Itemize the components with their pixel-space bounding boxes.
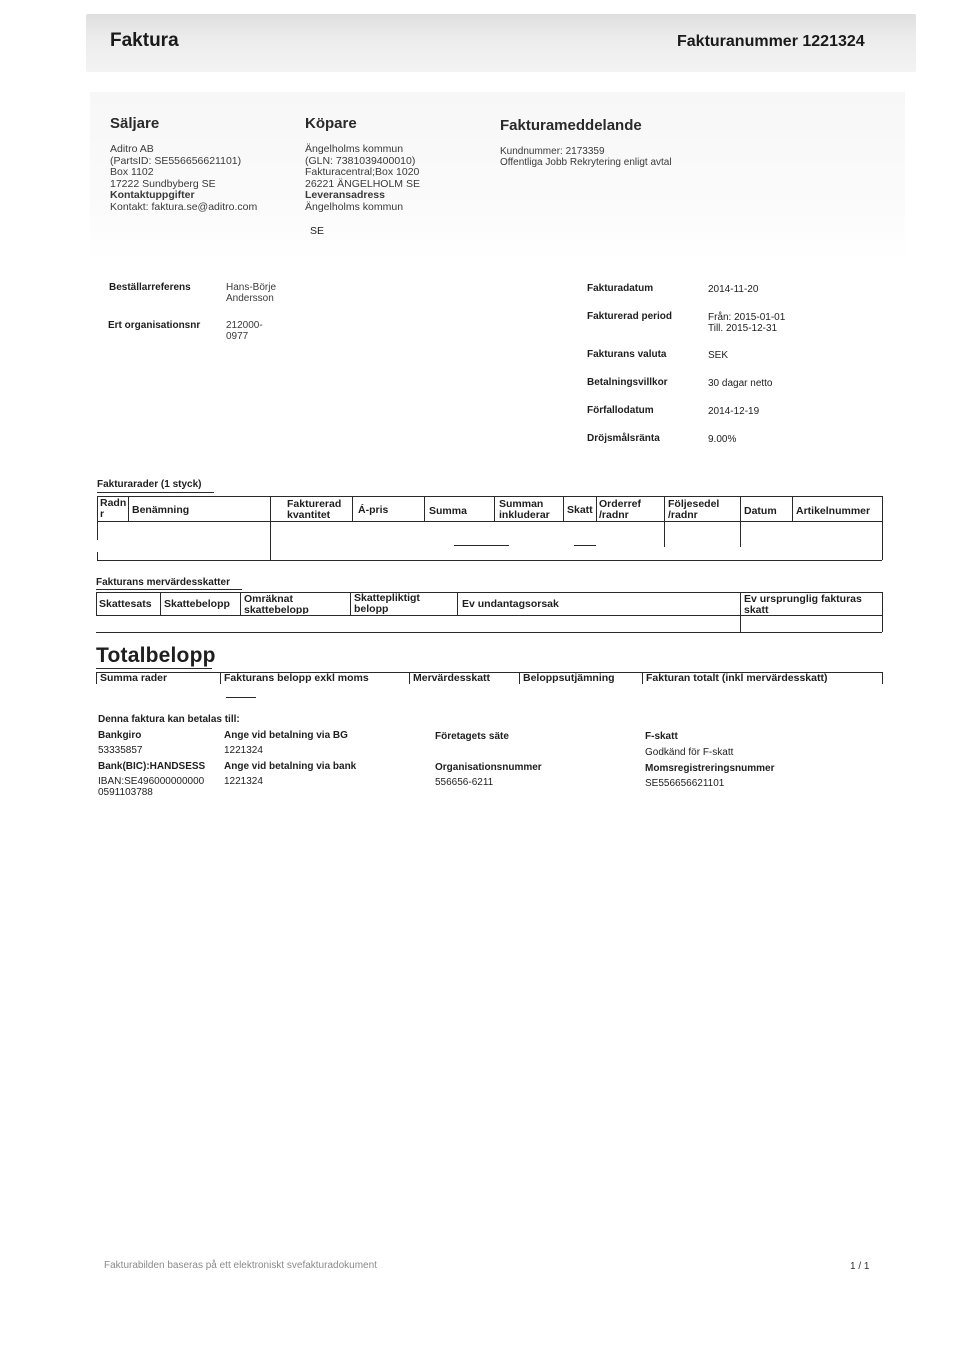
- col-summan-line: Summan: [499, 498, 544, 510]
- orgnr-value: 556656-6211: [435, 777, 494, 788]
- bank-instruction: Ange vid betalning via bank: [224, 761, 357, 772]
- col-orderref-line: Orderref: [599, 498, 642, 510]
- buyer-delivery-line: Ängelholms kommun: [305, 200, 404, 213]
- col-artikelnummer: Artikelnummer: [796, 505, 871, 517]
- period-to: Till. 2015-12-31: [708, 323, 778, 334]
- orderer-label: Beställarreferens: [109, 282, 191, 293]
- col-ursprunglig-skatt: [744, 594, 862, 616]
- message-line: Offentliga Jobb Rekrytering enligt avtal: [500, 157, 672, 168]
- detail-value-invoice-date: 2014-11-20: [708, 284, 759, 295]
- buyer-line: 26221 ÄNGELHOLM SE: [305, 177, 420, 190]
- col-undantagsorsak: Ev undantagsorsak: [462, 598, 559, 610]
- detail-label-invoice-date: Fakturadatum: [587, 283, 654, 294]
- col-kvantitet-line: Fakturerad: [287, 498, 342, 510]
- message-heading: Fakturameddelande: [500, 117, 642, 134]
- col-foljesedel: [668, 499, 719, 521]
- message-line: Kundnummer: 2173359: [500, 146, 605, 157]
- orderer-value-line: Hans-Börje: [226, 282, 277, 293]
- col-radnr-line: Radn: [100, 497, 127, 509]
- buyer-address: [305, 144, 420, 213]
- seller-line: Box 1102: [110, 166, 154, 178]
- col-kvantitet: [287, 499, 341, 521]
- rows-table-title: Fakturarader (1 styck): [97, 479, 202, 490]
- orderer-value: [226, 282, 276, 304]
- payment-heading: Denna faktura kan betalas till:: [98, 714, 240, 725]
- col-omraknat-line: Omräknat: [244, 594, 294, 605]
- col-summan-inkluderar: [499, 499, 550, 521]
- vatnr-label: Momsregistreringsnummer: [645, 763, 775, 774]
- period-from: Från: 2015-01-01: [708, 312, 786, 323]
- orgnr-label: Organisationsnummer: [435, 762, 542, 773]
- buyer-delivery-heading: Leveransadress: [305, 189, 385, 201]
- seller-line: 17222 Sundbyberg SE: [110, 177, 216, 190]
- col-summa-rader: Summa rader: [100, 673, 168, 683]
- detail-value-due-date: 2014-12-19: [708, 406, 760, 417]
- document-title: Faktura: [110, 30, 179, 51]
- iban-line: IBAN:SE496000000000: [98, 776, 205, 787]
- footer-note: Fakturabilden baseras på ett elektroniskt svefakturadokument: [104, 1260, 377, 1271]
- col-radnr-line: r: [100, 508, 105, 520]
- iban-line: 0591103788: [98, 787, 153, 798]
- buyer-heading: Köpare: [305, 115, 357, 132]
- buyer-line: Fakturacentral;Box 1020: [305, 166, 420, 178]
- col-foljesedel-line: Följesedel: [668, 498, 720, 510]
- iban-value: [98, 776, 204, 798]
- col-benamning: Benämning: [132, 504, 190, 516]
- col-foljesedel-line: /radnr: [668, 509, 698, 521]
- seller-contact-heading: Kontaktuppgifter: [110, 189, 195, 201]
- col-mervardesskatt: Mervärdesskatt: [413, 673, 491, 683]
- detail-label-terms: Betalningsvillkor: [587, 377, 668, 388]
- col-radnr: [100, 498, 126, 520]
- vat-table-title: Fakturans mervärdesskatter: [96, 577, 230, 588]
- col-fakturan-totalt: Fakturan totalt (inkl mervärdesskatt): [646, 673, 828, 683]
- seat-label: Företagets säte: [435, 731, 509, 742]
- detail-label-period: Fakturerad period: [587, 311, 673, 322]
- col-ursprunglig-line: Ev ursprunglig fakturas: [744, 593, 862, 605]
- bic-label: Bank(BIC):HANDSESS: [98, 761, 206, 772]
- detail-label-currency: Fakturans valuta: [587, 349, 667, 360]
- detail-label-due-date: Förfallodatum: [587, 405, 654, 416]
- seller-contact-line: Kontakt: faktura.se@aditro.com: [110, 200, 258, 213]
- invoice-number: Fakturanummer 1221324: [677, 33, 865, 50]
- col-skattesats: Skattesats: [99, 598, 152, 610]
- col-beloppsutjamning: Beloppsutjämning: [523, 673, 615, 683]
- page-indicator: 1 / 1: [850, 1261, 870, 1272]
- buyer-line: (GLN: 7381039400010): [305, 154, 416, 167]
- org-value-line: 212000-: [226, 320, 263, 331]
- detail-label-interest: Dröjsmålsränta: [587, 433, 660, 444]
- col-ursprunglig-line: skatt: [744, 604, 769, 616]
- seller-heading: Säljare: [110, 115, 160, 132]
- message-text: [500, 146, 672, 168]
- bank-reference: 1221324: [224, 776, 263, 787]
- col-summan-line: inkluderar: [499, 509, 550, 521]
- orderer-value-line: Andersson: [226, 293, 274, 304]
- seller-line: Aditro AB: [110, 143, 154, 155]
- col-skattepliktigt: [354, 593, 420, 615]
- col-omraknat: [244, 594, 309, 614]
- col-datum: Datum: [744, 505, 777, 517]
- detail-value-currency: SEK: [708, 350, 729, 361]
- fskatt-label: F-skatt: [645, 731, 678, 742]
- col-skattepliktigt-line: Skattepliktigt: [354, 592, 420, 604]
- bankgiro-value: 53335857: [98, 745, 143, 756]
- col-netto: Fakturans belopp exkl moms: [224, 673, 369, 683]
- vatnr-value: SE556656621101: [645, 778, 725, 789]
- seller-address: [110, 144, 257, 213]
- detail-value-terms: 30 dagar netto: [708, 378, 773, 389]
- bg-instruction: Ange vid betalning via BG: [224, 730, 348, 741]
- detail-value-period: [708, 312, 785, 334]
- col-skattebelopp: Skattebelopp: [164, 598, 230, 610]
- col-skatt: Skatt: [567, 504, 593, 516]
- seller-line: (PartsID: SE556656621101): [110, 154, 242, 167]
- bg-reference: 1221324: [224, 745, 263, 756]
- col-apris: Á-pris: [358, 504, 389, 516]
- buyer-line: Ängelholms kommun: [305, 143, 404, 155]
- org-label: Ert organisationsnr: [108, 320, 201, 331]
- org-value-line: 0977: [226, 331, 249, 342]
- col-orderref: [599, 499, 641, 521]
- buyer-country: SE: [310, 225, 325, 237]
- col-omraknat-line: skattebelopp: [244, 604, 309, 614]
- col-kvantitet-line: kvantitet: [287, 509, 331, 521]
- org-value: [226, 320, 263, 342]
- fskatt-value: Godkänd för F-skatt: [645, 747, 734, 758]
- detail-value-interest: 9.00%: [708, 434, 737, 445]
- totals-heading: Totalbelopp: [96, 644, 216, 667]
- bankgiro-label: Bankgiro: [98, 730, 142, 741]
- col-orderref-line: /radnr: [599, 509, 629, 521]
- col-skattepliktigt-line: belopp: [354, 603, 389, 615]
- col-summa: Summa: [429, 505, 467, 517]
